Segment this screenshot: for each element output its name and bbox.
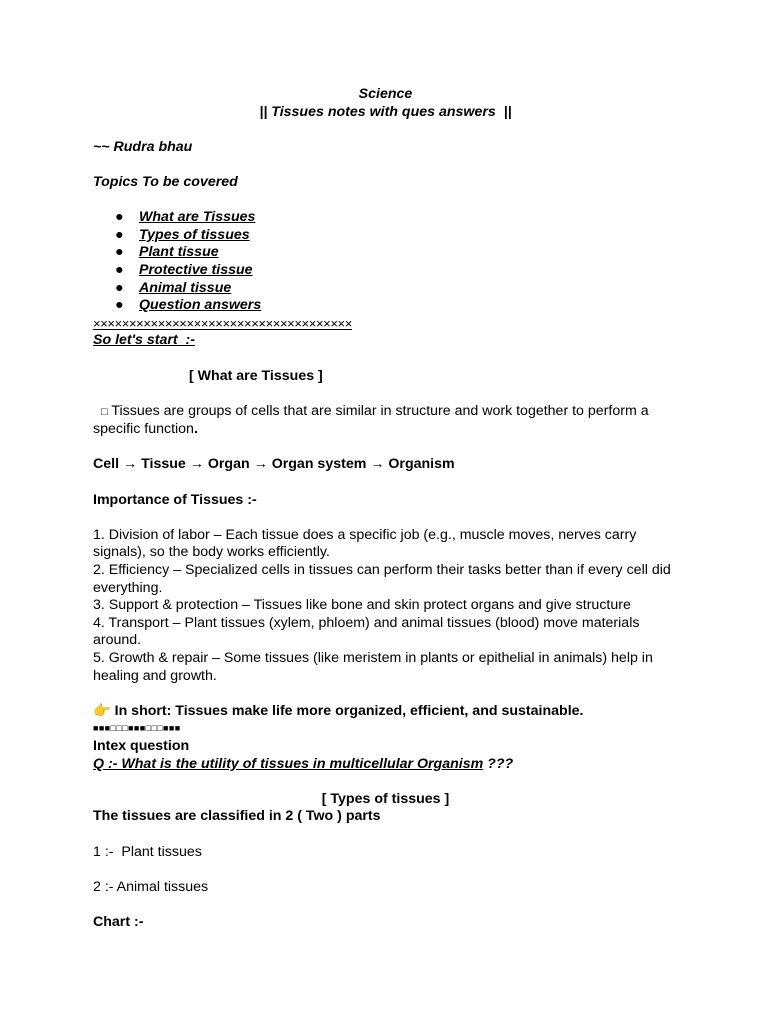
spacer: [93, 121, 678, 139]
spacer: [93, 350, 678, 368]
spacer: [93, 385, 678, 403]
spacer: [93, 773, 678, 791]
importance-point: 5. Growth & repair – Some tissues (like meristem in plants or epithelial in animals) help in healing and growth.: [93, 650, 653, 684]
topic-item: ● Protective tissue: [115, 261, 253, 278]
subject-title: Science: [358, 86, 413, 102]
spacer: [93, 861, 678, 879]
classification-part-1: 1 :- Plant tissues: [93, 843, 202, 860]
bullet-icon: ●: [115, 261, 124, 278]
question-marks: ???: [483, 755, 514, 772]
bullet-icon: ●: [115, 209, 124, 226]
topic-item: ● Question answers: [115, 297, 262, 314]
spacer: [93, 509, 678, 527]
summary-line: [93, 703, 678, 721]
document-page: [93, 86, 678, 932]
classification-part-2: 2 :- Animal tissues: [93, 878, 209, 895]
square-bullet-icon: □: [101, 405, 108, 418]
start-line: So let's start :-: [93, 332, 195, 349]
bullet-icon: ●: [115, 297, 124, 314]
spacer: [93, 156, 678, 174]
topic-item: ● Animal tissue: [115, 279, 232, 296]
spacer: [93, 192, 678, 210]
pointing-hand-icon: 👉: [93, 702, 111, 719]
bullet-icon: ●: [115, 244, 124, 261]
intext-question: [93, 756, 678, 774]
definition-period: .: [193, 421, 198, 438]
bullet-icon: ●: [115, 279, 124, 296]
chart-label: Chart :-: [93, 913, 144, 930]
section-heading-types-of-tissues: [ Types of tissues ]: [321, 790, 450, 807]
topics-heading: Topics To be covered: [93, 173, 238, 190]
definition-paragraph: [93, 403, 678, 439]
spacer: [93, 685, 678, 703]
intext-label: Intex question: [93, 737, 190, 754]
topic-item: ● What are Tissues: [115, 209, 256, 226]
spacer: [93, 826, 678, 844]
x-divider: ××××××××××××××××××××××××××××××××××××: [93, 315, 352, 331]
classification-intro: The tissues are classified in 2 ( Two ) parts: [93, 808, 381, 825]
spacer: [93, 439, 678, 457]
importance-point: 2. Efficiency – Specialized cells in tissues can perform their tasks better than if every cell did everything.: [93, 562, 671, 596]
topics-list: [93, 209, 678, 315]
bullet-icon: ●: [115, 226, 124, 243]
question-text: Q :- What is the utility of tissues in multicellular Organism: [93, 755, 484, 772]
section-heading-what-are-tissues: [ What are Tissues ]: [189, 367, 323, 384]
hierarchy-line: Cell → Tissue → Organ → Organ system → Organism: [93, 456, 455, 473]
importance-point: 4. Transport – Plant tissues (xylem, phloem) and animal tissues (blood) move materials around.: [93, 614, 640, 649]
topic-item: ● Types of tissues: [115, 226, 250, 243]
importance-heading: Importance of Tissues :-: [93, 491, 257, 508]
author-line: ~~ Rudra bhau: [93, 138, 193, 155]
importance-point: 3. Support & protection – Tissues like bone and skin protect organs and give structure: [93, 597, 631, 614]
importance-point: 1. Division of labor – Each tissue does a specific job (e.g., muscle moves, nerves carry signals), so the body works efficiently.: [93, 526, 637, 561]
topic-item: ● Plant tissue: [115, 244, 219, 261]
spacer: [93, 896, 678, 914]
definition-text: Tissues are groups of cells that are similar in structure and work together to perform a specific function: [93, 402, 649, 438]
summary-text: In short: Tissues make life more organized, efficient, and sustainable.: [114, 702, 584, 719]
squares-divider: ■■■□□□■■■□□□■■■: [93, 723, 181, 734]
document-title: || Tissues notes with ques answers ||: [259, 103, 512, 120]
spacer: [93, 474, 678, 492]
